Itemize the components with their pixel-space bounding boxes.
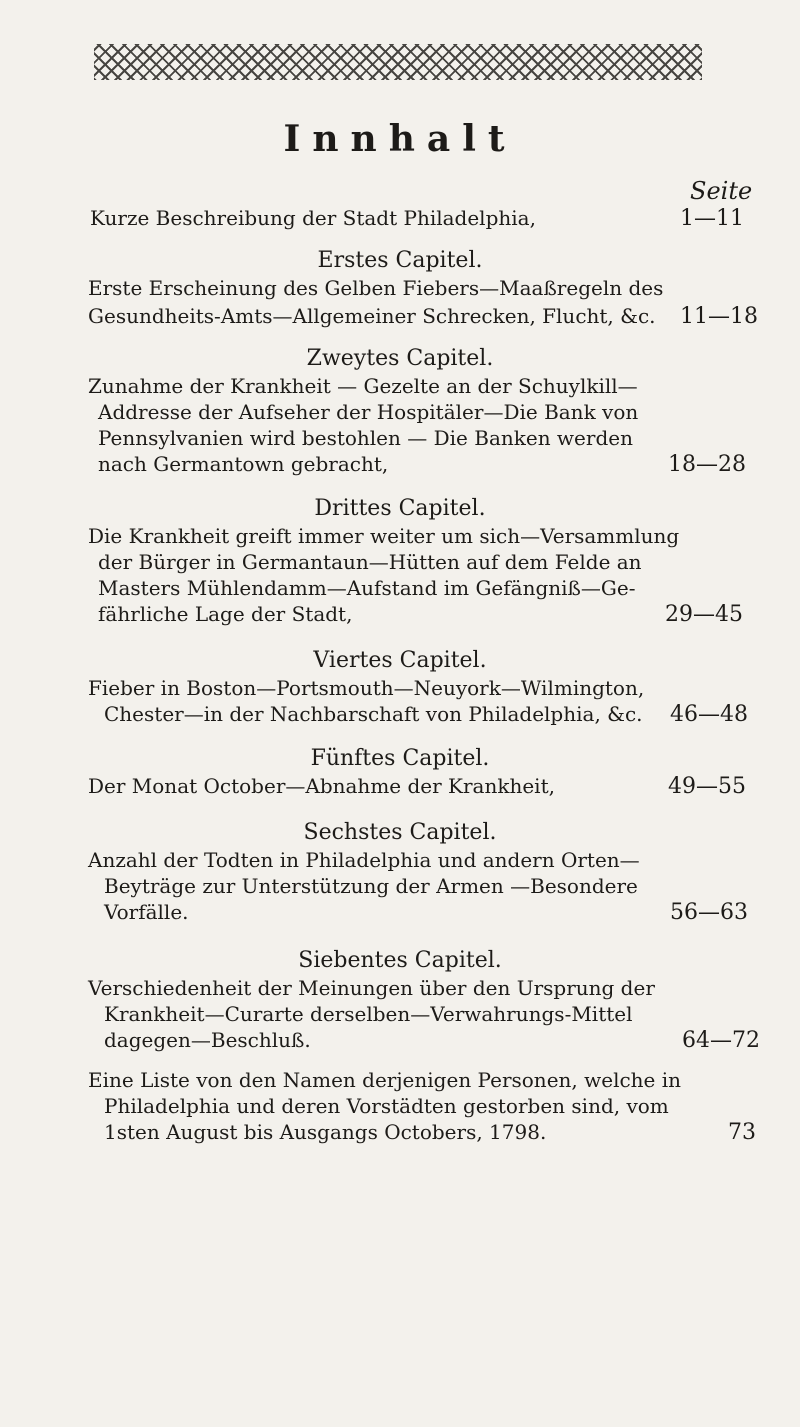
- toc-entry-pages: 11—18: [680, 304, 758, 329]
- toc-entry-pages: 46—48: [670, 702, 748, 727]
- toc-entry-pages: 64—72: [682, 1028, 760, 1053]
- toc-entry-line: Philadelphia und deren Vorstädten gestorben sind, vom: [104, 1094, 669, 1118]
- toc-entry-line: der Bürger in Germantaun—Hütten auf dem Felde an: [98, 550, 642, 574]
- toc-entry-line: Verschiedenheit der Meinungen über den Ursprung der: [88, 976, 655, 1000]
- chapter-heading: Erstes Capitel.: [317, 248, 483, 273]
- toc-entry-pages: 49—55: [668, 774, 746, 799]
- toc-entry-line: 1sten August bis Ausgangs Octobers, 1798.: [104, 1120, 547, 1144]
- toc-entry-line: Die Krankheit greift immer weiter um sich—Versammlung: [88, 524, 680, 548]
- decorative-border: [94, 44, 702, 80]
- toc-entry-line: nach Germantown gebracht,: [98, 452, 389, 476]
- toc-entry-line: Eine Liste von den Namen derjenigen Personen, welche in: [88, 1068, 682, 1092]
- chapter-heading: Fünftes Capitel.: [310, 746, 490, 771]
- toc-entry-pages: 56—63: [670, 900, 748, 925]
- toc-entry-line: Krankheit—Curarte derselben—Verwahrungs-Mittel: [104, 1002, 633, 1026]
- chapter-heading: Drittes Capitel.: [314, 496, 486, 521]
- chapter-heading: Sechstes Capitel.: [303, 820, 497, 845]
- toc-entry-line: Chester—in der Nachbarschaft von Philadelphia, &c.: [104, 702, 643, 726]
- toc-entry-pages: 1—11: [680, 206, 744, 231]
- toc-entry-line: Gesundheits-Amts—Allgemeiner Schrecken, Flucht, &c.: [88, 304, 656, 328]
- toc-entry-line: Erste Erscheinung des Gelben Fiebers—Maaßregeln des: [88, 276, 664, 300]
- toc-entry-line: Beyträge zur Unterstützung der Armen —Besondere: [104, 874, 638, 898]
- toc-entry-line: dagegen—Beschluß.: [104, 1028, 311, 1052]
- chapter-heading: Zweytes Capitel.: [306, 346, 494, 371]
- toc-entry-line: Masters Mühlendamm—Aufstand im Gefängniß—Ge-: [98, 576, 636, 600]
- chapter-heading: Siebentes Capitel.: [298, 948, 502, 973]
- toc-entry-line: Anzahl der Todten in Philadelphia und andern Orten—: [88, 848, 640, 872]
- toc-entry-line: Kurze Beschreibung der Stadt Philadelphia,: [90, 206, 536, 230]
- toc-entry-line: fährliche Lage der Stadt,: [98, 602, 353, 626]
- toc-entry-line: Pennsylvanien wird bestohlen — Die Banken werden: [98, 426, 633, 450]
- toc-entry-line: Fieber in Boston—Portsmouth—Neuyork—Wilmington,: [88, 676, 645, 700]
- chapter-heading: Viertes Capitel.: [313, 648, 487, 673]
- toc-entry-pages: 29—45: [665, 602, 743, 627]
- toc-entry-pages: 73: [728, 1120, 756, 1145]
- toc-entry-line: Addresse der Aufseher der Hospitäler—Die Bank von: [98, 400, 639, 424]
- toc-entry-line: Zunahme der Krankheit — Gezelte an der Schuylkill—: [88, 374, 638, 398]
- seite-column-label: Seite: [690, 177, 753, 205]
- page-title: Innhalt: [283, 118, 517, 160]
- toc-entry-line: Der Monat October—Abnahme der Krankheit,: [88, 774, 555, 798]
- toc-entry-pages: 18—28: [668, 452, 746, 477]
- toc-entry-line: Vorfälle.: [104, 900, 189, 924]
